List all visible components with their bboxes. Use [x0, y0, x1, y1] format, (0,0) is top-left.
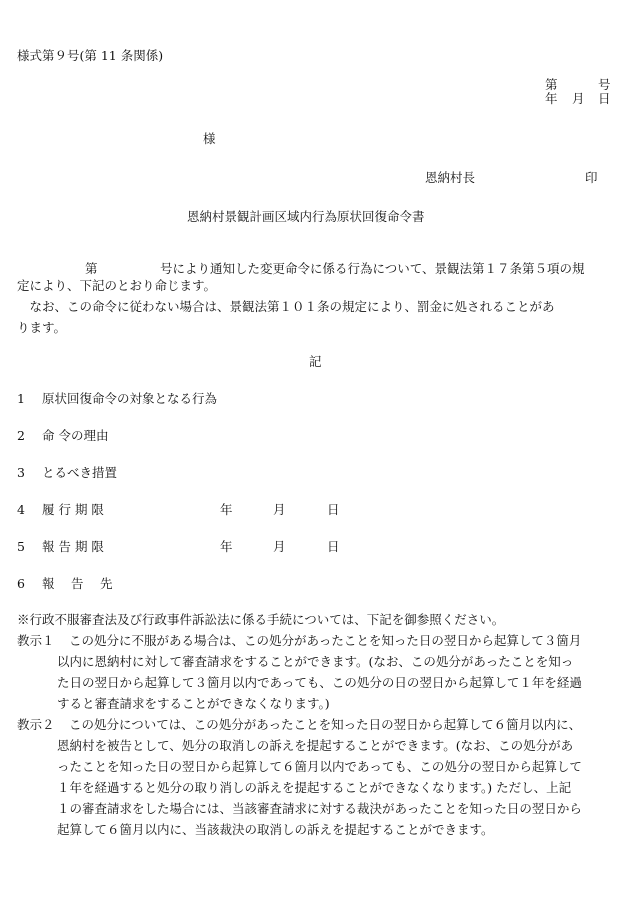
kyoji-body	[57, 714, 629, 840]
kyoji-line: この処分については、この処分があったことを知った日の翌日から起算して６箇月以内に、	[69, 717, 582, 732]
intro-dai: 第	[85, 261, 98, 276]
seal-mark: 印	[585, 170, 598, 185]
item-label: 報 告 先	[42, 576, 113, 591]
doc-number-dai: 第	[545, 77, 558, 92]
item-label: 命 令の理由	[42, 428, 109, 443]
doc-date-nen: 年	[545, 91, 558, 106]
item-number: 3	[17, 465, 25, 480]
intro-line-3: なお、この命令に従わない場合は、景観法第１０１条の規定により、罰金に処されることがあ	[17, 299, 555, 314]
kyoji-line: ったことを知った日の翌日から起算して６箇月以内であっても、この処分の翌日から起算して	[57, 759, 582, 774]
kyoji-label: 教示１	[17, 633, 55, 648]
deadline-hi: 日	[327, 502, 340, 517]
kyoji-line: １の審査請求をした場合には、当該審査請求に対する裁決があったことを知った日の翌日から	[57, 801, 582, 816]
deadline-nen: 年	[220, 502, 233, 517]
kyoji-line: 以内に恩納村に対して審査請求をすることができます。(なお、この処分があったことを知っ	[57, 654, 574, 669]
addressee-sama: 様	[203, 131, 216, 146]
kyoji-2	[17, 714, 613, 840]
kyoji-line: すると審査請求をすることができなくなります。)	[57, 696, 330, 711]
kyoji-line: た日の翌日から起算して３箇月以内であっても、この処分の日の翌日から起算して１年を経過	[57, 675, 582, 690]
kyoji-line: １年を経過すると処分の取り消しの訴えを提起することができなくなります。) ただし、上記	[57, 780, 572, 795]
kyoji-line: 起算して６箇月以内に、当該裁決の取消しの訴えを提起することができます。	[57, 822, 494, 837]
report-nen: 年	[220, 539, 233, 554]
report-hi: 日	[327, 539, 340, 554]
intro-line-4: ります。	[17, 320, 67, 335]
report-tsuki: 月	[273, 539, 286, 554]
kyoji-body	[57, 630, 629, 714]
item-number: 5	[17, 539, 25, 554]
appeal-notice: ※行政不服審査法及び行政事件訴訟法に係る手続については、下記を御参照ください。	[17, 612, 505, 627]
page-title: 恩納村景観計画区域内行為原状回復命令書	[187, 209, 425, 224]
deadline-tsuki: 月	[273, 502, 286, 517]
item-label: 履 行 期 限	[42, 502, 104, 517]
ki-heading: 記	[309, 354, 322, 369]
intro-line-2: 定により、下記のとおり命じます。	[17, 278, 217, 293]
doc-number-go: 号	[598, 77, 611, 92]
item-label: 報 告 期 限	[42, 539, 104, 554]
item-number: 1	[17, 391, 25, 406]
intro-paragraph	[17, 254, 613, 338]
intro-line-1: 号により通知した変更命令に係る行為について、景観法第１７条第５項の規	[160, 261, 585, 276]
doc-date-tsuki: 月	[572, 91, 585, 106]
kyoji-line: 恩納村を被告として、処分の取消しの訴えを提起することができます。(なお、この処分があ	[57, 738, 574, 753]
item-label: 原状回復命令の対象となる行為	[42, 391, 218, 406]
item-label: とるべき措置	[42, 465, 118, 480]
item-number: 2	[17, 428, 25, 443]
item-number: 6	[17, 576, 25, 591]
form-label: 様式第９号(第 11 条関係)	[17, 48, 164, 63]
kyoji-1	[17, 630, 613, 714]
kyoji-line: この処分に不服がある場合は、この処分があったことを知った日の翌日から起算して３箇月	[69, 633, 582, 648]
doc-date-hi: 日	[598, 91, 611, 106]
issuer-title: 恩納村長	[425, 170, 476, 185]
kyoji-label: 教示２	[17, 717, 55, 732]
item-number: 4	[17, 502, 25, 517]
